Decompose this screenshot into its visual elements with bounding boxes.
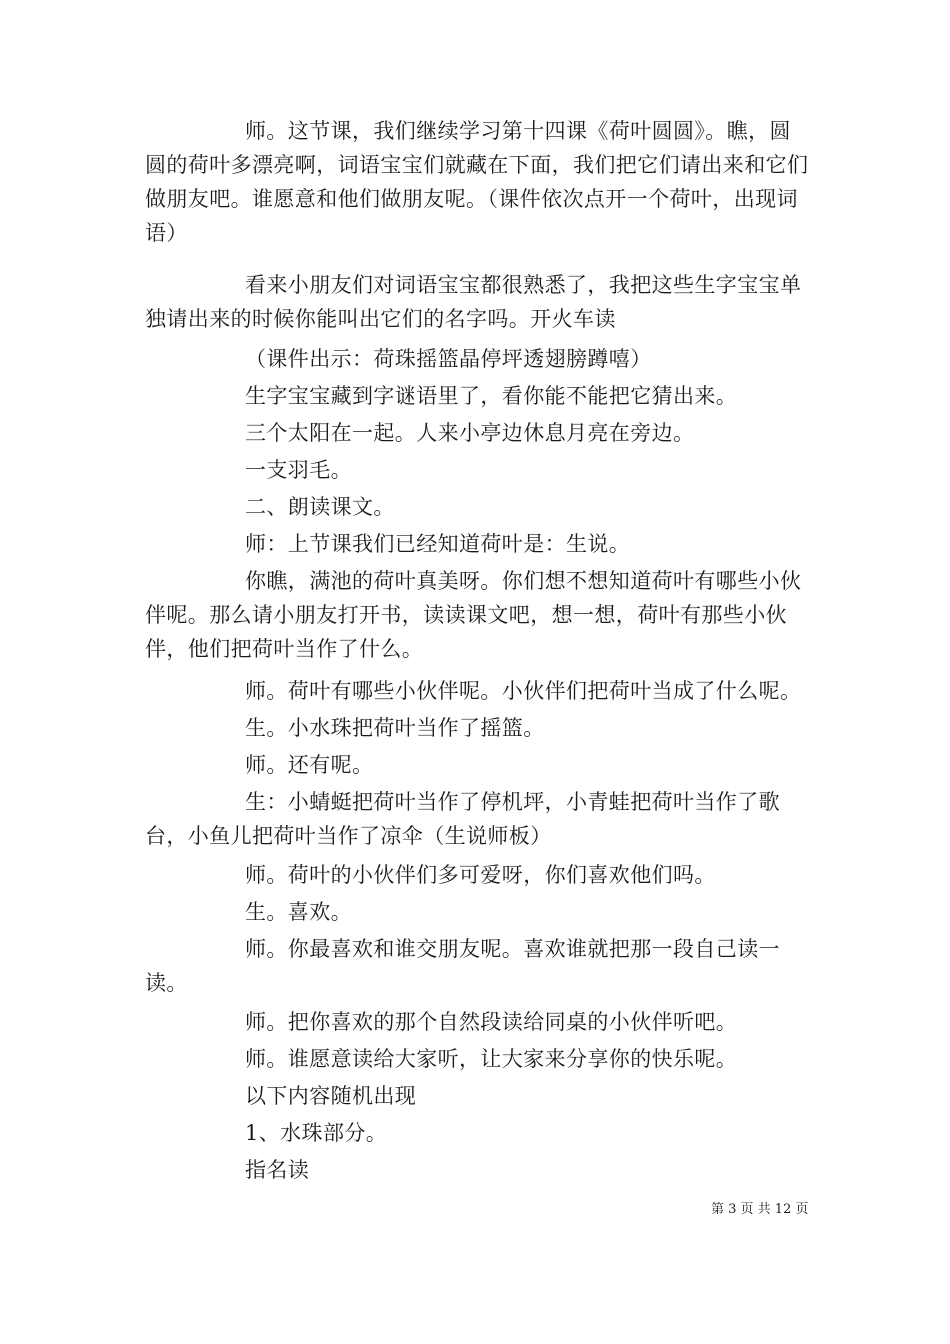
section-heading: 二、朗读课文。: [245, 495, 395, 519]
paragraph: 生：小蜻蜓把荷叶当作了停机坪，小青蛙把荷叶当作了歌台，小鱼儿把荷叶当作了凉伞（生说师板）: [145, 790, 780, 848]
paragraph: 师。荷叶有哪些小伙伴呢。小伙伴们把荷叶当成了什么呢。: [245, 679, 802, 703]
paragraph: 生。喜欢。: [245, 900, 352, 924]
paragraph: 师。还有呢。: [245, 753, 374, 777]
paragraph: 生字宝宝藏到字谜语里了，看你能不能把它猜出来。: [245, 384, 738, 408]
paragraph: （课件出示：荷珠摇篮晶停坪透翅膀蹲嘻）: [245, 347, 652, 371]
paragraph: 师。你最喜欢和谁交朋友呢。喜欢谁就把那一段自己读一读。: [145, 937, 780, 995]
paragraph: 三个太阳在一起。人来小亭边休息月亮在旁边。: [245, 421, 695, 445]
paragraph: 1、水珠部分。: [245, 1121, 388, 1145]
paragraph: 以下内容随机出现: [245, 1084, 417, 1108]
paragraph: 生。小水珠把荷叶当作了摇篮。: [245, 716, 545, 740]
paragraph: 师。把你喜欢的那个自然段读给同桌的小伙伴听吧。: [245, 1010, 738, 1034]
paragraph: 一支羽毛。: [245, 458, 352, 482]
paragraph: 师：上节课我们已经知道荷叶是：生说。: [245, 532, 631, 556]
paragraph: 师。荷叶的小伙伴们多可爱呀，你们喜欢他们吗。: [245, 863, 716, 887]
paragraph: 师。谁愿意读给大家听，让大家来分享你的快乐呢。: [245, 1047, 738, 1071]
paragraph: 你瞧，满池的荷叶真美呀。你们想不想知道荷叶有哪些小伙伴呢。那么请小朋友打开书，读读课文吧，想一想，荷叶有那些小伙伴，他们把荷叶当作了什么。: [145, 569, 802, 661]
page-indicator: 第 3 页 共 12 页: [711, 1202, 809, 1217]
paragraph: 指名读: [245, 1158, 310, 1182]
paragraph: 看来小朋友们对词语宝宝都很熟悉了，我把这些生字宝宝单独请出来的时候你能叫出它们的名字吗。开火车读: [145, 273, 802, 331]
paragraph: 师。这节课，我们继续学习第十四课《荷叶圆圆》。瞧，圆圆的荷叶多漂亮啊，词语宝宝们就藏在下面，我们把它们请出来和它们做朋友吧。谁愿意和他们做朋友呢。（课件依次点开一个荷叶，出现词语）: [145, 119, 809, 245]
